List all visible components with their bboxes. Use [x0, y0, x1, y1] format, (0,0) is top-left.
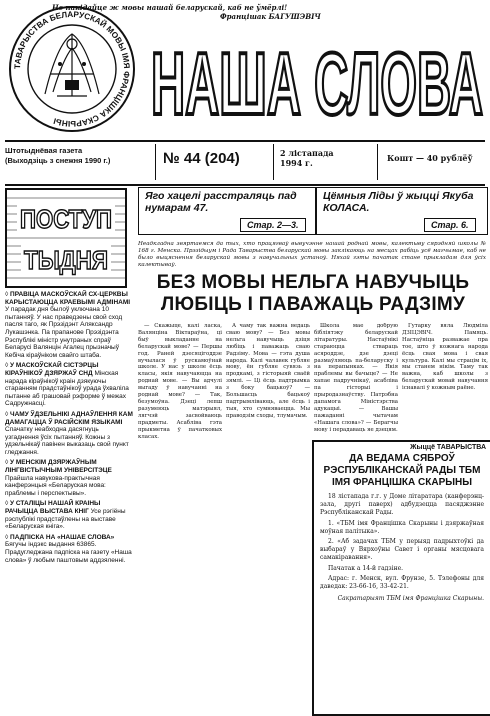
news-item-text: Спачатку неабходна дасягнуць узгаднення ўсіх пытанняў. Кожны з удзельнікаў павінен выказаць свой пункт гледжання.: [5, 426, 129, 456]
announcement-text: [320, 493, 484, 591]
seal-emblem-icon: [5, 4, 140, 134]
postup-emblem-icon: [7, 190, 125, 286]
article-column: [402, 323, 488, 435]
news-item-title: ПРАВІЦА МАСКОЎСКАЙ СХ-ЦЕРКВЫ КАРЫСТАЮЦЦА КРАЕВЫМІ АДМІНАМІ: [5, 291, 131, 306]
headline-line: ЛЮБІЦЬ І ПАВАЖАЦЬ РАДЗІМУ: [160, 294, 466, 315]
news-item-title: ЧАМУ ЎДЗЕЛЬНІКІ АДНАЎЛЕННЯ КАМ ДАМАГАЦЦА Ў РАСІЙСКІМ ЯЗЫКАМІ: [5, 410, 133, 426]
news-item-title: У МАСКОЎСКАЙ СІСТЭРЦЫ КІРАЎНІКОЎ ДЗЯРЖАЎ СНД: [5, 362, 99, 377]
announcement-signature: Сакратарыят ТБМ імя Францішка Скарыны.: [337, 595, 484, 603]
motto-text: Не пакідайце ж мовы нашай беларускай, каб не ўмёрлі!: [52, 3, 288, 12]
announcement-paragraph: 1. «ТБМ імя Францішка Скарыны і дзяржаўная моўная палітыка».: [320, 519, 484, 535]
divider: [273, 144, 274, 180]
issue-price: Кошт — 40 рублёў: [387, 153, 473, 163]
news-item: ◊ ПАДПІСКА НА «НАШАЕ СЛОВА» Бягучы індэкс выдання 63865. Прадугледжана падпіска на газету «Наша слова» ў любым паштовым аддзяленні.: [5, 533, 132, 564]
article-paragraph: Гутарку вяла Людміла ДЗІЦЭВІЧ. Памяць. Настаўніца разважае пра тое, што ў кожнага народа ёсць свая мова і свая культура. Калі мы страцім іх, мы станем нікім. Таму так важна, каб школы з беларускай мовай навучання існавалі ў кожным раёне.: [402, 323, 488, 392]
news-item: ◊ У МАСКОЎСКАЙ СІСТЭРЦЫ КІРАЎНІКОЎ ДЗЯРЖАЎ СНД Мінская нарада кіраўнікоў краін дзякуючы старанням прадстаўнікоў урада ўхваліла пытанне аб грашовай рэформе ў межах Садружнасці.: [5, 362, 129, 408]
news-item-title: У МЕНСКІМ ДЗЯРЖАЎНЫМ ЛІНГВІСТЫЧНЫМ УНІВЕРСІТЭЦЕ: [5, 459, 112, 475]
motto-author: Францішак БАГУШЭВІЧ: [220, 12, 321, 21]
subtitle-weekly: Штотыднёвая газета: [5, 146, 83, 155]
news-item-text: У парадак дня былоў уключана 10 пытанняў. У нас праведзены свой сход пасля таго, як Прэзідэнт Аляксандр Лукашэнка. Па прапанове Прэзідэнта Рэспублікі міністр унутраных спраў Беларусі Валянцін Агалец прызначыў Кебіча кіраўніком свайго штаба.: [5, 306, 123, 359]
postup-title: ПОСТУП: [20, 204, 112, 234]
news-item-title: ПАДПІСКА НА «НАШАЕ СЛОВА»: [10, 533, 115, 541]
news-item-text: Мінская нарада кіраўнікоў краін дзякуючы старанням прадстаўнікоў урада ўхваліла пытанне аб грашовай рэформе ў межах Садружнасці.: [5, 369, 129, 408]
news-item: ◊ ЧАМУ ЎДЗЕЛЬНІКІ АДНАЎЛЕННЯ КАМ ДАМАГАЦЦА Ў РАСІЙСКІМ ЯЗЫКАМІ Спачатку неабходна дасягнуць узгаднення ўсіх пытанняў. Кожны з удзельнікаў павінен выказаць свой пункт гледжання.: [5, 410, 133, 456]
announcement-paragraph: Пачатак а 14-й гадзіне.: [328, 564, 404, 572]
announcement-paragraph: 18 лістапада г.г. у Доме літаратара (канферэнц-зала, другі паверх) адбудзецца пасяджэнне Рэспубліканскай Рады.: [320, 493, 484, 517]
left-column: [5, 184, 133, 712]
article-column: [314, 323, 398, 435]
subtitle-since: (Выходзіць з снежня 1990 г.): [5, 156, 111, 165]
article-column: [226, 323, 310, 711]
teaser-text: Цёмныя Ліды ў жыцці Якуба КОЛАСА.: [323, 190, 474, 214]
article-paragraph: Школа мае добрую бібліятэку беларускай літаратуры. Настаўнікі стараюцца ствараць асяроддзе, дзе дзеці размаўляюць па-беларуску і на перапынках. — Якія праблемы вы бачыце? — Не хапае падручнікаў, асабліва па гісторыі і прыродазнаўству. Патрэбна дапамога Міністэрства адукацыі. — Вашы пажаданні чытачам «Нашага слова»? — Берагчы мову і перадаваць яе дзецям.: [314, 323, 398, 433]
postup-tydnia-box: [5, 188, 127, 288]
issue-date-day: 2 лістапада: [280, 148, 334, 158]
issue-date-year: 1994 г.: [280, 158, 313, 168]
teaser-page: Стар. 6.: [424, 218, 476, 232]
postup-subtitle: ТЫДНЯ: [24, 245, 108, 275]
subtitle-block: [5, 146, 145, 166]
masthead-text: НАША СЛОВА: [151, 34, 483, 126]
article-column: [138, 323, 222, 711]
seal-ring-text: ТАВАРЫСТВА БЕЛАРУСКАЙ МОВЫ ІМЯ ФРАНЦІШКА СКАРЫНЫ: [12, 9, 132, 129]
article-paragraph: А чаму так важна ведаць сваю мову? — Без мовы нельга навучыць дзіця любіць і паважаць сваю Радзіму. Мова — гэта душа народа. Калі чалавек губляе мову, ён губляе сувязь з продкамі, з гісторыяй сваёй зямлі. — Ці ёсць падтрымка з боку бацькоў? — Большасць бацькоў падтрымліваюць, але ёсць і тыя, хто сумняваецца. Мы праводзім сходы, тлумачым.: [226, 323, 310, 419]
news-item: ◊ ПРАВІЦА МАСКОЎСКАЙ СХ-ЦЕРКВЫ КАРЫСТАЮЦЦА КРАЕВЫМІ АДМІНАМІ У парадак дня былоў уключана 10 пытанняў. У нас праведзены свой сход пасля таго, як Прэзідэнт Аляксандр Лукашэнка. Па прапанове Прэзідэнта Рэспублікі міністр унутраных спраў Беларусі Валянцін Агалец прызначыў Кебіча кіраўніком свайго штаба.: [5, 291, 131, 359]
article-paragraph: — Скажыце, калі ласка, Валянціна Віктараўна, ці быў выкладанне на беларускай мове? — Першы год. Раней дзесяцігоддзе вучылася ў рускамоўнай школе. У нас у школе ёсць класы, якія навучаюцца на роднай мове. — Вы адчулі выгаду ў навучанні на роднай мове? — Так, безумоўна. Дзеці лепш разумеюць матэрыял, лягчэй засвойваюць прадметы. Асабліва гэта прыкметна ў пачатковых класах.: [138, 323, 222, 440]
announcement-paragraph: 2. «Аб задачах ТБМ у перыяд падрыхтоўкі да выбараў у Вярхоўны Савет і органы мясцовага самакіравання».: [320, 538, 484, 562]
society-seal: [5, 4, 140, 134]
masthead-title: [148, 30, 486, 126]
society-announcement: [312, 440, 490, 716]
announcement-tag: Жыццё ТАВАРЫСТВА: [410, 444, 486, 451]
announcement-paragraph: Адрас: г. Менск, вул. Фрунзе, 5. Тэлефоны для даведак: 23-66-16, 33-42-21.: [320, 574, 484, 591]
news-item-text: Прайшла навукова-практычная канферэнцыя «Беларуская мова: праблемы і перспектывы».: [5, 474, 106, 497]
announcement-title: ДА ВЕДАМА СЯБРОЎ РЭСПУБЛІКАНСКАЙ РАДЫ ТБМ ІМЯ ФРАНЦІШКА СКАРЫНЫ: [323, 453, 481, 488]
teaser-text: Яго хацелі расстраляць пад нумарам 47.: [145, 190, 297, 214]
article-headline: [140, 272, 486, 316]
issue-header: [5, 140, 485, 186]
news-item-text: Бягучы індэкс выдання 63865. Прадугледжана падпіска на газету «Наша слова» ў любым паштовым аддзяленні.: [5, 541, 132, 564]
teaser-page: Стар. 2—3.: [240, 218, 306, 232]
issue-number: № 44 (204): [163, 150, 240, 167]
news-item-text: Усе рэгіёны рэспублікі прадстаўлены на выставе «Беларуская кніга».: [5, 508, 126, 531]
article-intro: Неадкладна звяртаемся да тых, хто працягваў вывучэнне нашай роднай мовы, калектыву сярэдняй школы № 168 г. Менска. Прэзідыум і Рада Таварыства беларускай мовы заклікаюць на месцах рабіць усё магчымае, каб не было выцяснення беларускай мовы з навучальных устаноў. Няхай гэты пачатак стане прыкладам для ўсіх калектываў.: [138, 241, 486, 268]
divider: [377, 144, 378, 180]
news-item: ◊ У СТАЛІЦЫ НАШАЙ КРАІНЫ РАЧЫЦЦА ВЫСТАВА КНІГ Усе рэгіёны рэспублікі прадстаўлены на выставе «Беларуская кніга».: [5, 500, 126, 531]
divider: [155, 144, 156, 180]
news-item-title: У СТАЛІЦЫ НАШАЙ КРАІНЫ РАЧЫЦЦА ВЫСТАВА КНІГ: [5, 500, 101, 516]
news-item: ◊ У МЕНСКІМ ДЗЯРЖАЎНЫМ ЛІНГВІСТЫЧНЫМ УНІВЕРСІТЭЦЕ Прайшла навукова-практычная канферэнцыя «Беларуская мова: праблемы і перспектывы».: [5, 459, 112, 497]
issue-date: [280, 148, 334, 168]
headline-line: БЕЗ МОВЫ НЕЛЬГА НАВУЧЫЦЬ: [156, 272, 470, 293]
masthead-logo-icon: [148, 30, 486, 126]
